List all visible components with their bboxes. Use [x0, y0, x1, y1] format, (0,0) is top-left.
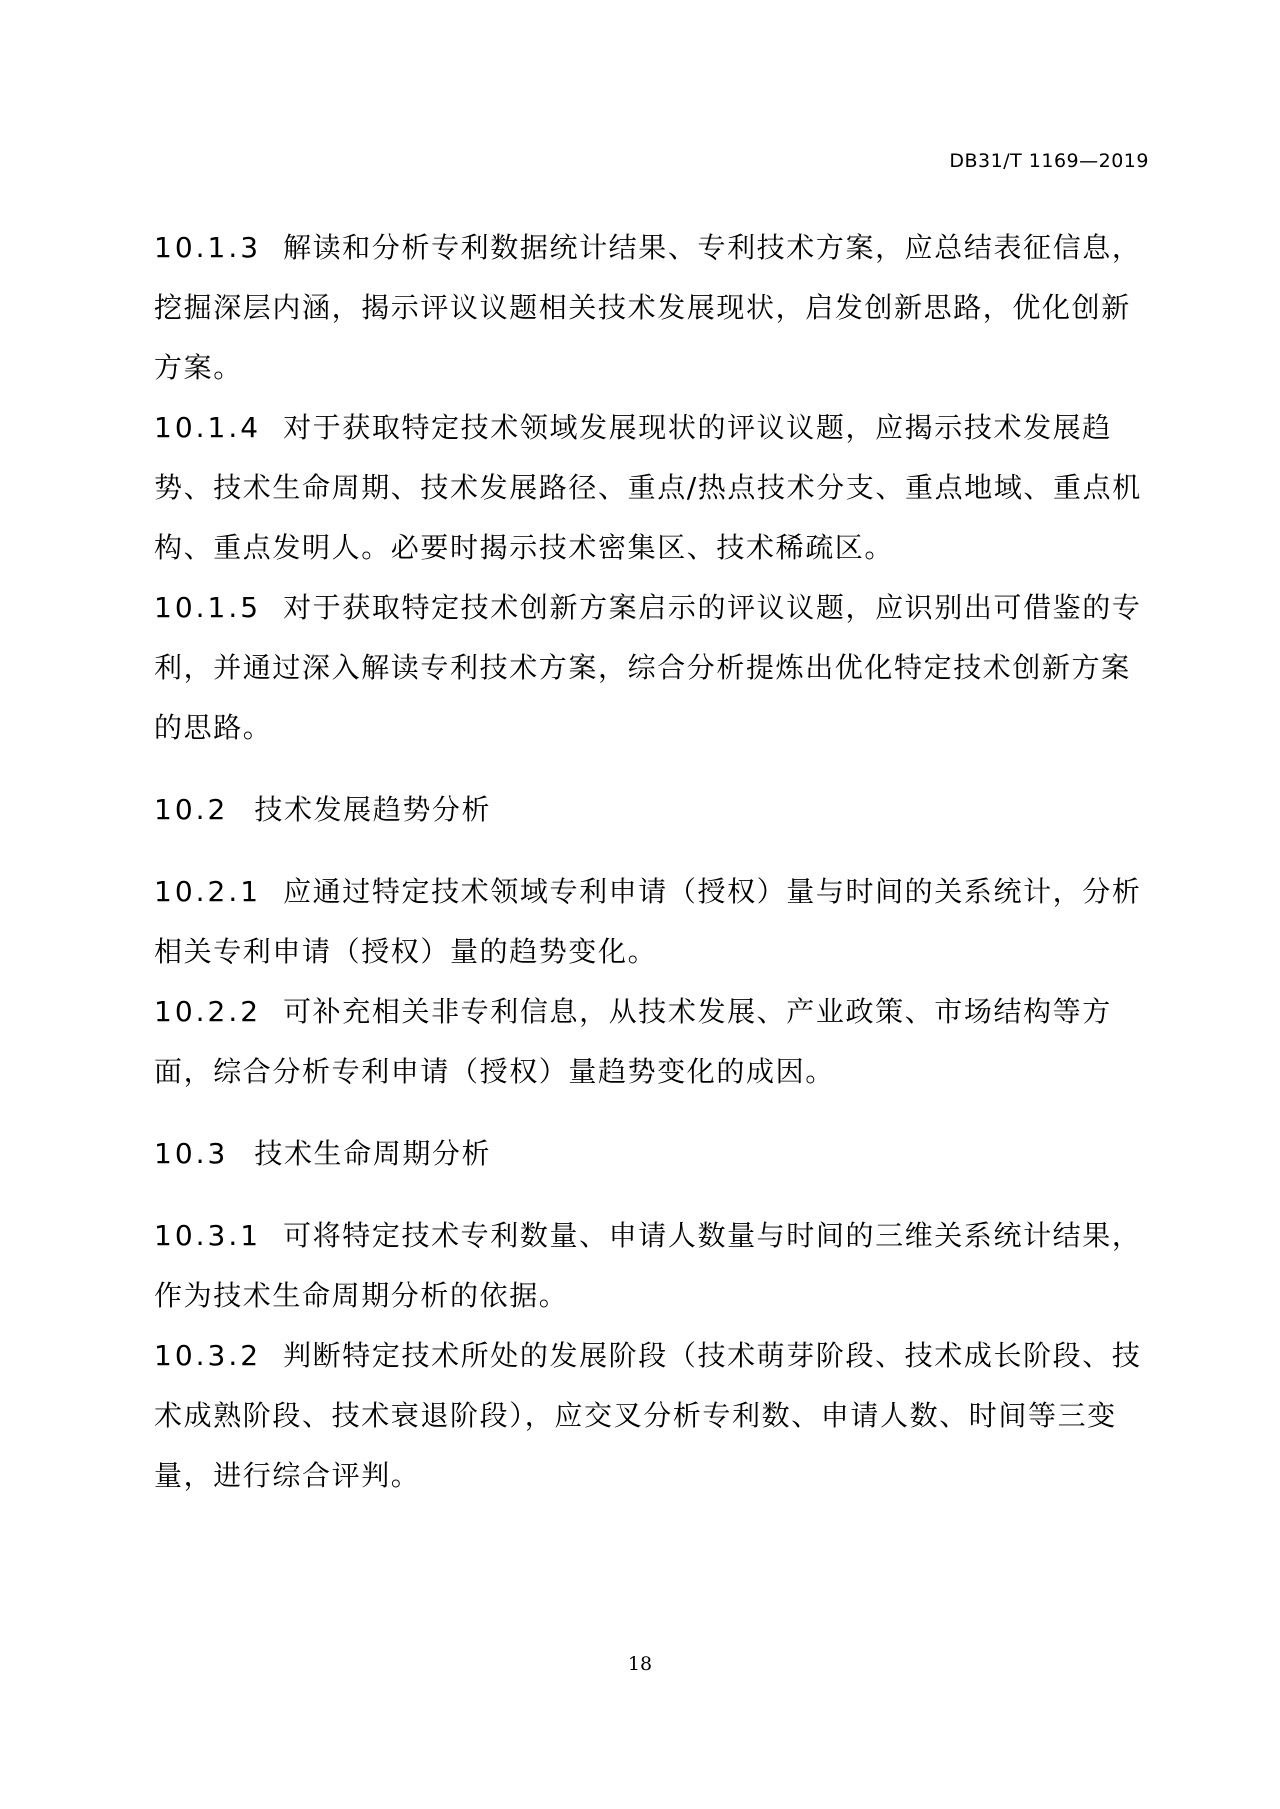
clause-10-1-4	[154, 398, 1144, 578]
clause-10-3-1	[154, 1206, 1144, 1326]
spacer	[154, 1184, 1144, 1206]
spacer	[154, 1102, 1144, 1124]
page-body	[154, 218, 1144, 1506]
section-number: 10.2	[154, 793, 229, 826]
clause-number: 10.2.2	[154, 995, 262, 1028]
section-heading-10-2	[154, 780, 1144, 840]
clause-text: 解读和分析专利数据统计结果、专利技术方案，应总结表征信息，挖掘深层内涵，揭示评议议题相关技术发展现状，启发创新思路，优化创新方案。	[154, 231, 1142, 384]
clause-10-2-1	[154, 862, 1144, 982]
clause-10-2-2	[154, 982, 1144, 1102]
clause-number: 10.3.2	[154, 1339, 262, 1372]
clause-text: 可补充相关非专利信息，从技术发展、产业政策、市场结构等方面，综合分析专利申请（授权）量趋势变化的成因。	[154, 995, 1112, 1088]
section-heading-10-3	[154, 1124, 1144, 1184]
clause-text: 判断特定技术所处的发展阶段（技术萌芽阶段、技术成长阶段、技术成熟阶段、技术衰退阶段），应交叉分析专利数、申请人数、时间等三变量，进行综合评判。	[154, 1339, 1142, 1492]
clause-number: 10.2.1	[154, 875, 262, 908]
section-title: 技术发展趋势分析	[254, 793, 492, 826]
clause-number: 10.1.3	[154, 231, 262, 264]
clause-text: 可将特定技术专利数量、申请人数量与时间的三维关系统计结果，作为技术生命周期分析的依据。	[154, 1219, 1142, 1312]
clause-10-3-2	[154, 1326, 1144, 1506]
clause-number: 10.3.1	[154, 1219, 262, 1252]
spacer	[154, 758, 1144, 780]
section-number: 10.3	[154, 1137, 229, 1170]
section-title: 技术生命周期分析	[254, 1137, 492, 1170]
clause-10-1-3	[154, 218, 1144, 398]
clause-10-1-5	[154, 578, 1144, 758]
spacer	[154, 840, 1144, 862]
clause-text: 对于获取特定技术领域发展现状的评议议题，应揭示技术发展趋势、技术生命周期、技术发展路径、重点/热点技术分支、重点地域、重点机构、重点发明人。必要时揭示技术密集区、技术稀疏区。	[154, 411, 1142, 564]
clause-number: 10.1.5	[154, 591, 262, 624]
clause-text: 应通过特定技术领域专利申请（授权）量与时间的关系统计，分析相关专利申请（授权）量的趋势变化。	[154, 875, 1142, 968]
clause-number: 10.1.4	[154, 411, 262, 444]
document-id: DB31/T 1169—2019	[949, 150, 1149, 172]
page-number: 18	[627, 1653, 653, 1675]
clause-text: 对于获取特定技术创新方案启示的评议议题，应识别出可借鉴的专利，并通过深入解读专利技术方案，综合分析提炼出优化特定技术创新方案的思路。	[154, 591, 1142, 744]
